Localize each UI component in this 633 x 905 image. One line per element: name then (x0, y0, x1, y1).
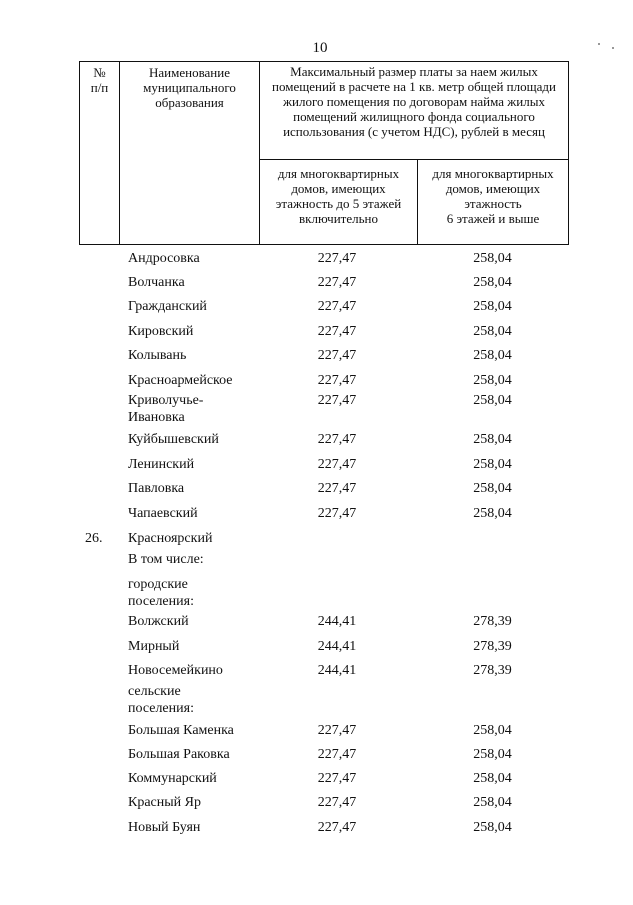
row-name: Волчанка (128, 275, 185, 290)
table-row (0, 274, 633, 298)
row-name: Красноярский (128, 531, 213, 546)
table-row (0, 392, 633, 425)
value-6-floors-and-above: 258,04 (473, 771, 512, 786)
value-6-floors-and-above: 258,04 (473, 275, 512, 290)
scan-speck (598, 43, 600, 45)
value-up-to-5-floors: 227,47 (317, 771, 357, 786)
table-row (0, 250, 633, 274)
value-up-to-5-floors: 227,47 (317, 275, 357, 290)
row-name: Павловка (128, 481, 185, 496)
scan-speck (612, 47, 614, 49)
row-name: В том числе: (128, 552, 204, 567)
header-fee-title: Максимальный размер платы за наем жилых помещений в расчете на 1 кв. метр общей площади жилого помещения по договорам найма жилых помещений жилищного фонда социального использования (с учетом НДС), рублей в месяц (260, 62, 568, 160)
value-up-to-5-floors: 244,41 (317, 639, 357, 654)
table-row (0, 683, 633, 716)
header-name-label: Наименование муниципального образования (143, 65, 236, 110)
value-6-floors-and-above: 278,39 (473, 614, 512, 629)
table-row (0, 347, 633, 371)
header-fee (260, 62, 568, 244)
table-row (0, 480, 633, 504)
row-name: Большая Каменка (128, 723, 234, 738)
row-name: Красный Яр (128, 795, 201, 810)
row-name: Чапаевский (128, 506, 198, 521)
value-6-floors-and-above: 258,04 (473, 723, 512, 738)
table-row (0, 819, 633, 843)
value-up-to-5-floors: 227,47 (317, 723, 357, 738)
value-6-floors-and-above: 258,04 (473, 747, 512, 762)
table-row (0, 638, 633, 662)
table-row (0, 298, 633, 322)
table-row (0, 794, 633, 818)
value-6-floors-and-above: 278,39 (473, 663, 512, 678)
row-name: Колывань (128, 348, 187, 363)
row-name: Гражданский (128, 299, 207, 314)
value-up-to-5-floors: 244,41 (317, 614, 357, 629)
row-number: 26. (85, 531, 103, 546)
value-6-floors-and-above: 258,04 (473, 348, 512, 363)
value-up-to-5-floors: 227,47 (317, 747, 357, 762)
row-name: сельские поселения: (128, 684, 194, 716)
value-up-to-5-floors: 227,47 (317, 481, 357, 496)
row-name: Кировский (128, 324, 194, 339)
value-up-to-5-floors: 227,47 (317, 393, 357, 408)
value-6-floors-and-above: 258,04 (473, 393, 512, 408)
header-up-to-5-floors: для многоквартирных домов, имеющих этажность до 5 этажей включительно (260, 160, 418, 244)
value-up-to-5-floors: 227,47 (317, 820, 357, 835)
value-6-floors-and-above: 258,04 (473, 299, 512, 314)
table-row (0, 722, 633, 746)
header-name (120, 62, 260, 244)
value-6-floors-and-above: 258,04 (473, 373, 512, 388)
row-name: Большая Раковка (128, 747, 230, 762)
row-name: Новосемейкино (128, 663, 223, 678)
header-number (80, 62, 120, 244)
table-row (0, 551, 633, 575)
page-number: 10 (312, 40, 328, 56)
value-up-to-5-floors: 244,41 (317, 663, 357, 678)
value-6-floors-and-above: 258,04 (473, 795, 512, 810)
header-6-floors-and-above: для многоквартирных домов, имеющих этажность 6 этажей и выше (432, 166, 554, 226)
table-row (0, 613, 633, 637)
table-row (0, 456, 633, 480)
row-name: Мирный (128, 639, 180, 654)
value-up-to-5-floors: 227,47 (317, 348, 357, 363)
value-up-to-5-floors: 227,47 (317, 457, 357, 472)
value-6-floors-and-above: 258,04 (473, 324, 512, 339)
value-6-floors-and-above: 258,04 (473, 457, 512, 472)
row-name: Новый Буян (128, 820, 201, 835)
value-6-floors-and-above: 258,04 (473, 432, 512, 447)
value-up-to-5-floors: 227,47 (317, 299, 357, 314)
table-row (0, 576, 633, 609)
table-row (0, 746, 633, 770)
table-row (0, 431, 633, 455)
value-up-to-5-floors: 227,47 (317, 373, 357, 388)
value-up-to-5-floors: 227,47 (317, 432, 357, 447)
row-name: Волжский (128, 614, 189, 629)
row-name: Андросовка (128, 251, 200, 266)
value-6-floors-and-above: 258,04 (473, 820, 512, 835)
value-6-floors-and-above: 258,04 (473, 251, 512, 266)
value-6-floors-and-above: 258,04 (473, 506, 512, 521)
row-name: Ленинский (128, 457, 195, 472)
table-row (0, 323, 633, 347)
value-up-to-5-floors: 227,47 (317, 251, 357, 266)
value-up-to-5-floors: 227,47 (317, 324, 357, 339)
value-up-to-5-floors: 227,47 (317, 506, 357, 521)
table-row (0, 505, 633, 529)
row-name: Красноармейское (128, 373, 233, 388)
row-name: Криволучье- Ивановка (128, 393, 204, 425)
table-header (79, 61, 569, 245)
value-6-floors-and-above: 258,04 (473, 481, 512, 496)
value-6-floors-and-above: 278,39 (473, 639, 512, 654)
row-name: городские поселения: (128, 577, 194, 609)
row-name: Куйбышевский (128, 432, 219, 447)
row-name: Коммунарский (128, 771, 217, 786)
header-number-label: № п/п (90, 65, 109, 95)
table-row (0, 770, 633, 794)
value-up-to-5-floors: 227,47 (317, 795, 357, 810)
